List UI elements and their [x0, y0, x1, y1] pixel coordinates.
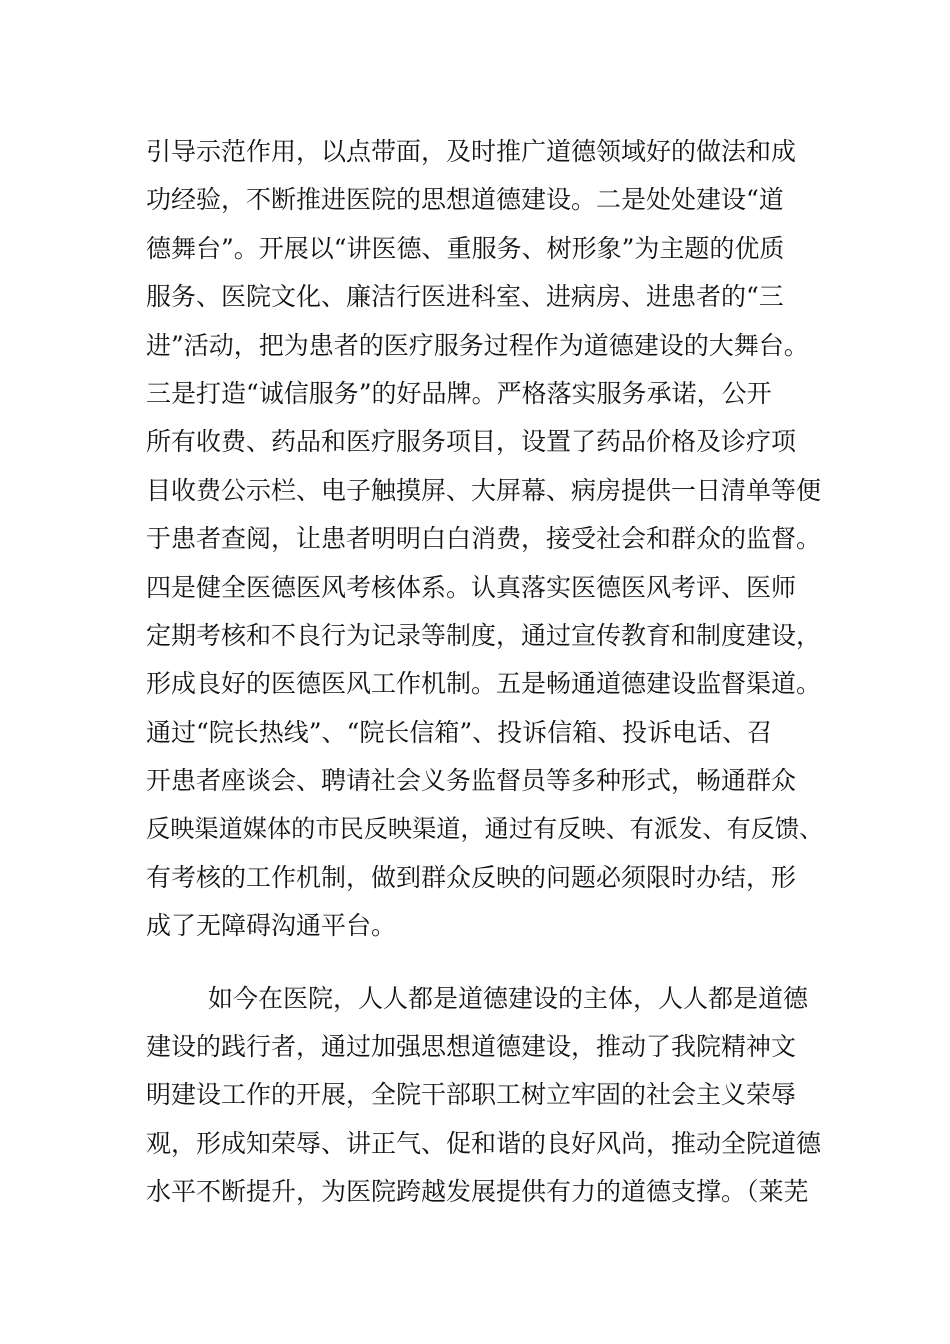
paragraph-line: 目收费公示栏、电子触摸屏、大屏幕、病房提供一日清单等便: [146, 475, 822, 505]
paragraph-line: 通过“院长热线”、“院长信箱”、投诉信箱、投诉电话、召: [146, 717, 773, 747]
paragraph-line: 定期考核和不良行为记录等制度，通过宣传教育和制度建设，: [146, 620, 822, 650]
paragraph-line: 明建设工作的开展，全院干部职工树立牢固的社会主义荣辱: [146, 1080, 797, 1110]
paragraph-line: 形成良好的医德医风工作机制。五是畅通道德建设监督渠道。: [146, 669, 822, 699]
paragraph-line: 所有收费、药品和医疗服务项目，设置了药品价格及诊疗项: [146, 427, 797, 457]
paragraph-line: 德舞台”。开展以“讲医德、重服务、树形象”为主题的优质: [146, 233, 785, 263]
paragraph-line: 服务、医院文化、廉洁行医进科室、进病房、进患者的“三: [146, 282, 784, 312]
paragraph-line: 三是打造“诚信服务”的好品牌。严格落实服务承诺，公开: [146, 378, 772, 408]
paragraph-line: 建设的践行者，通过加强思想道德建设，推动了我院精神文: [146, 1032, 797, 1062]
paragraph-line: 四是健全医德医风考核体系。认真落实医德医风考评、医师: [146, 572, 797, 602]
paragraph-line: 有考核的工作机制，做到群众反映的问题必须限时办结，形: [146, 862, 797, 892]
paragraph-2: [146, 975, 826, 1217]
paragraph-line: 反映渠道媒体的市民反映渠道，通过有反映、有派发、有反馈、: [146, 815, 824, 844]
paragraph-line: 进”活动，把为患者的医疗服务过程作为道德建设的大舞台。: [146, 330, 809, 360]
paragraph-line: 如今在医院，人人都是道德建设的主体，人人都是道德: [208, 983, 809, 1013]
paragraph-line: 观，形成知荣辱、讲正气、促和谐的良好风尚，推动全院道德: [146, 1128, 822, 1158]
paragraph-line: 功经验，不断推进医院的思想道德建设。二是处处建设“道: [146, 185, 784, 215]
paragraph-line: 引导示范作用，以点带面，及时推广道德领域好的做法和成: [146, 137, 797, 166]
paragraph-line: 于患者查阅，让患者明明白白消费，接受社会和群众的监督。: [146, 524, 822, 554]
paragraph-line: 开患者座谈会、聘请社会义务监督员等多种形式，畅通群众: [146, 766, 797, 796]
document-body: [146, 128, 826, 1217]
paragraph-line: 水平不断提升，为医院跨越发展提供有力的道德支撑。（莱芜: [146, 1177, 809, 1207]
paragraph-1: [146, 128, 826, 951]
paragraph-line: 成了无障碍沟通平台。: [146, 911, 397, 941]
paragraph-gap: [146, 951, 826, 975]
